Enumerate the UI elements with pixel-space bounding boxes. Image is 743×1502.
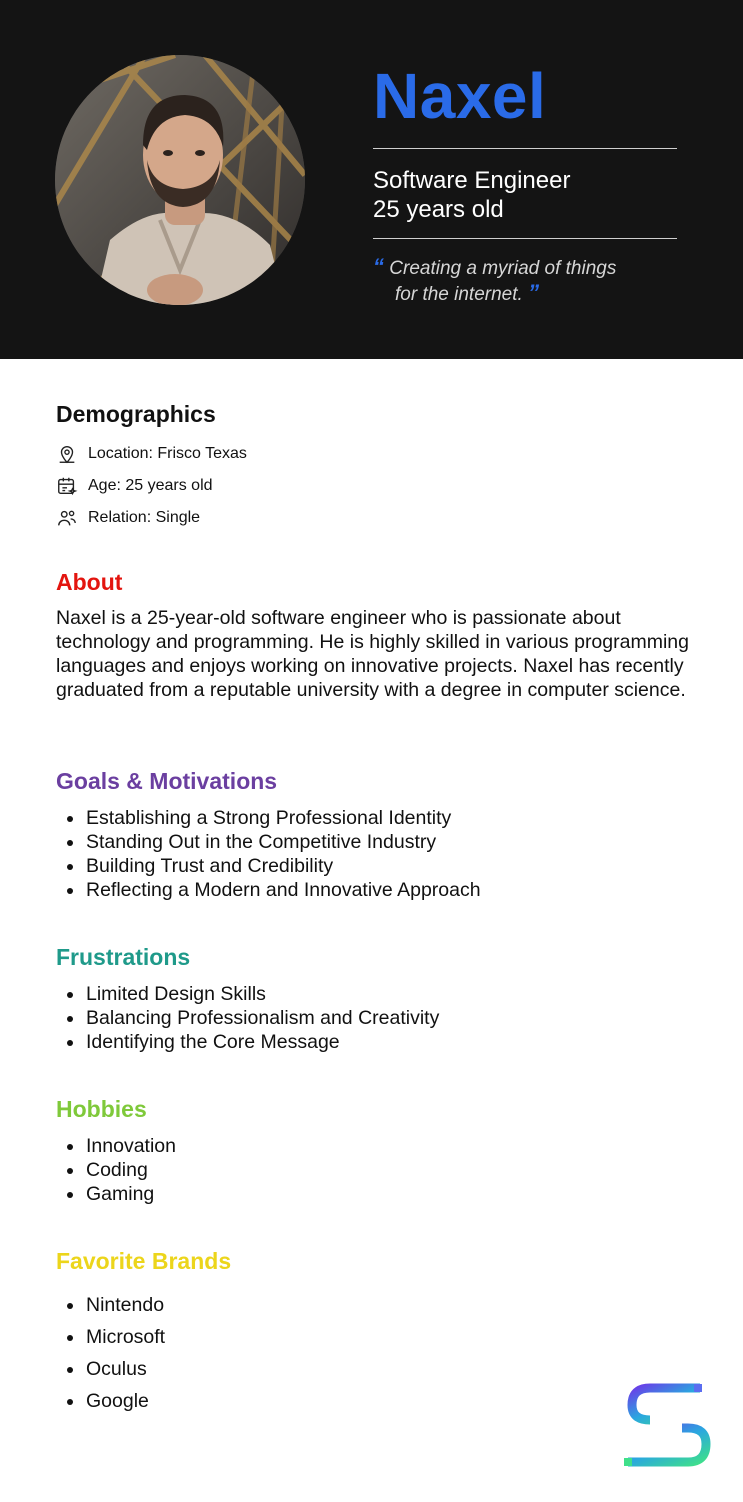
persona-role bbox=[373, 166, 570, 224]
brands-title: Favorite Brands bbox=[56, 1248, 232, 1274]
goals-list bbox=[56, 806, 481, 902]
quote-text-2: for the internet. bbox=[395, 284, 523, 305]
demographic-location bbox=[56, 438, 247, 470]
demographic-age-text: Age: 25 years old bbox=[88, 477, 213, 494]
demographic-relation-text: Relation: Single bbox=[88, 509, 201, 526]
hobbies-list bbox=[56, 1134, 176, 1206]
role-title: Software Engineer bbox=[373, 167, 571, 194]
about-paragraph: Naxel is a 25-year-old software engineer who is passionate about technology and programming. He is highly skilled in various programming languages and enjoys working on innovative projects. Naxel has recently graduated from a reputable university with a degree in computer science. bbox=[56, 607, 689, 701]
list-item: Google bbox=[56, 1385, 165, 1417]
close-quote-icon: ” bbox=[528, 280, 540, 305]
list-item: Gaming bbox=[56, 1182, 176, 1206]
demographic-location-text: Location: Frisco Texas bbox=[88, 445, 247, 462]
quote-line-1 bbox=[373, 255, 693, 281]
frustrations-list bbox=[56, 982, 439, 1054]
location-pin-icon bbox=[56, 443, 78, 465]
divider-top bbox=[373, 148, 677, 149]
list-item: Reflecting a Modern and Innovative Approach bbox=[56, 878, 481, 902]
age-line: 25 years old bbox=[373, 196, 504, 223]
list-item: Building Trust and Credibility bbox=[56, 854, 481, 878]
demographic-age bbox=[56, 470, 247, 502]
demographics-title: Demographics bbox=[56, 401, 216, 427]
frustrations-title: Frustrations bbox=[56, 944, 191, 970]
about-title: About bbox=[56, 569, 123, 595]
divider-bottom bbox=[373, 238, 677, 239]
list-item: Balancing Professionalism and Creativity bbox=[56, 1006, 439, 1030]
list-item: Establishing a Strong Professional Identity bbox=[56, 806, 481, 830]
quote-text-1: Creating a myriad of things bbox=[389, 258, 617, 279]
list-item: Microsoft bbox=[56, 1321, 165, 1353]
list-item: Nintendo bbox=[56, 1289, 165, 1321]
quote-line-2 bbox=[373, 281, 693, 307]
demographic-relation bbox=[56, 502, 247, 534]
list-item: Oculus bbox=[56, 1353, 165, 1385]
hobbies-title: Hobbies bbox=[56, 1096, 147, 1122]
calendar-icon bbox=[56, 475, 78, 497]
profile-header bbox=[0, 0, 743, 359]
list-item: Standing Out in the Competitive Industry bbox=[56, 830, 481, 854]
sh-monogram-logo bbox=[620, 1380, 715, 1470]
list-item: Innovation bbox=[56, 1134, 176, 1158]
profile-photo bbox=[55, 55, 305, 305]
persona-quote bbox=[373, 255, 693, 307]
list-item: Coding bbox=[56, 1158, 176, 1182]
demographics-list bbox=[56, 438, 247, 534]
people-icon bbox=[56, 507, 78, 529]
list-item: Limited Design Skills bbox=[56, 982, 439, 1006]
persona-name: Naxel bbox=[373, 60, 547, 132]
brands-list bbox=[56, 1289, 165, 1417]
open-quote-icon: “ bbox=[373, 254, 384, 279]
goals-title: Goals & Motivations bbox=[56, 768, 278, 794]
list-item: Identifying the Core Message bbox=[56, 1030, 439, 1054]
